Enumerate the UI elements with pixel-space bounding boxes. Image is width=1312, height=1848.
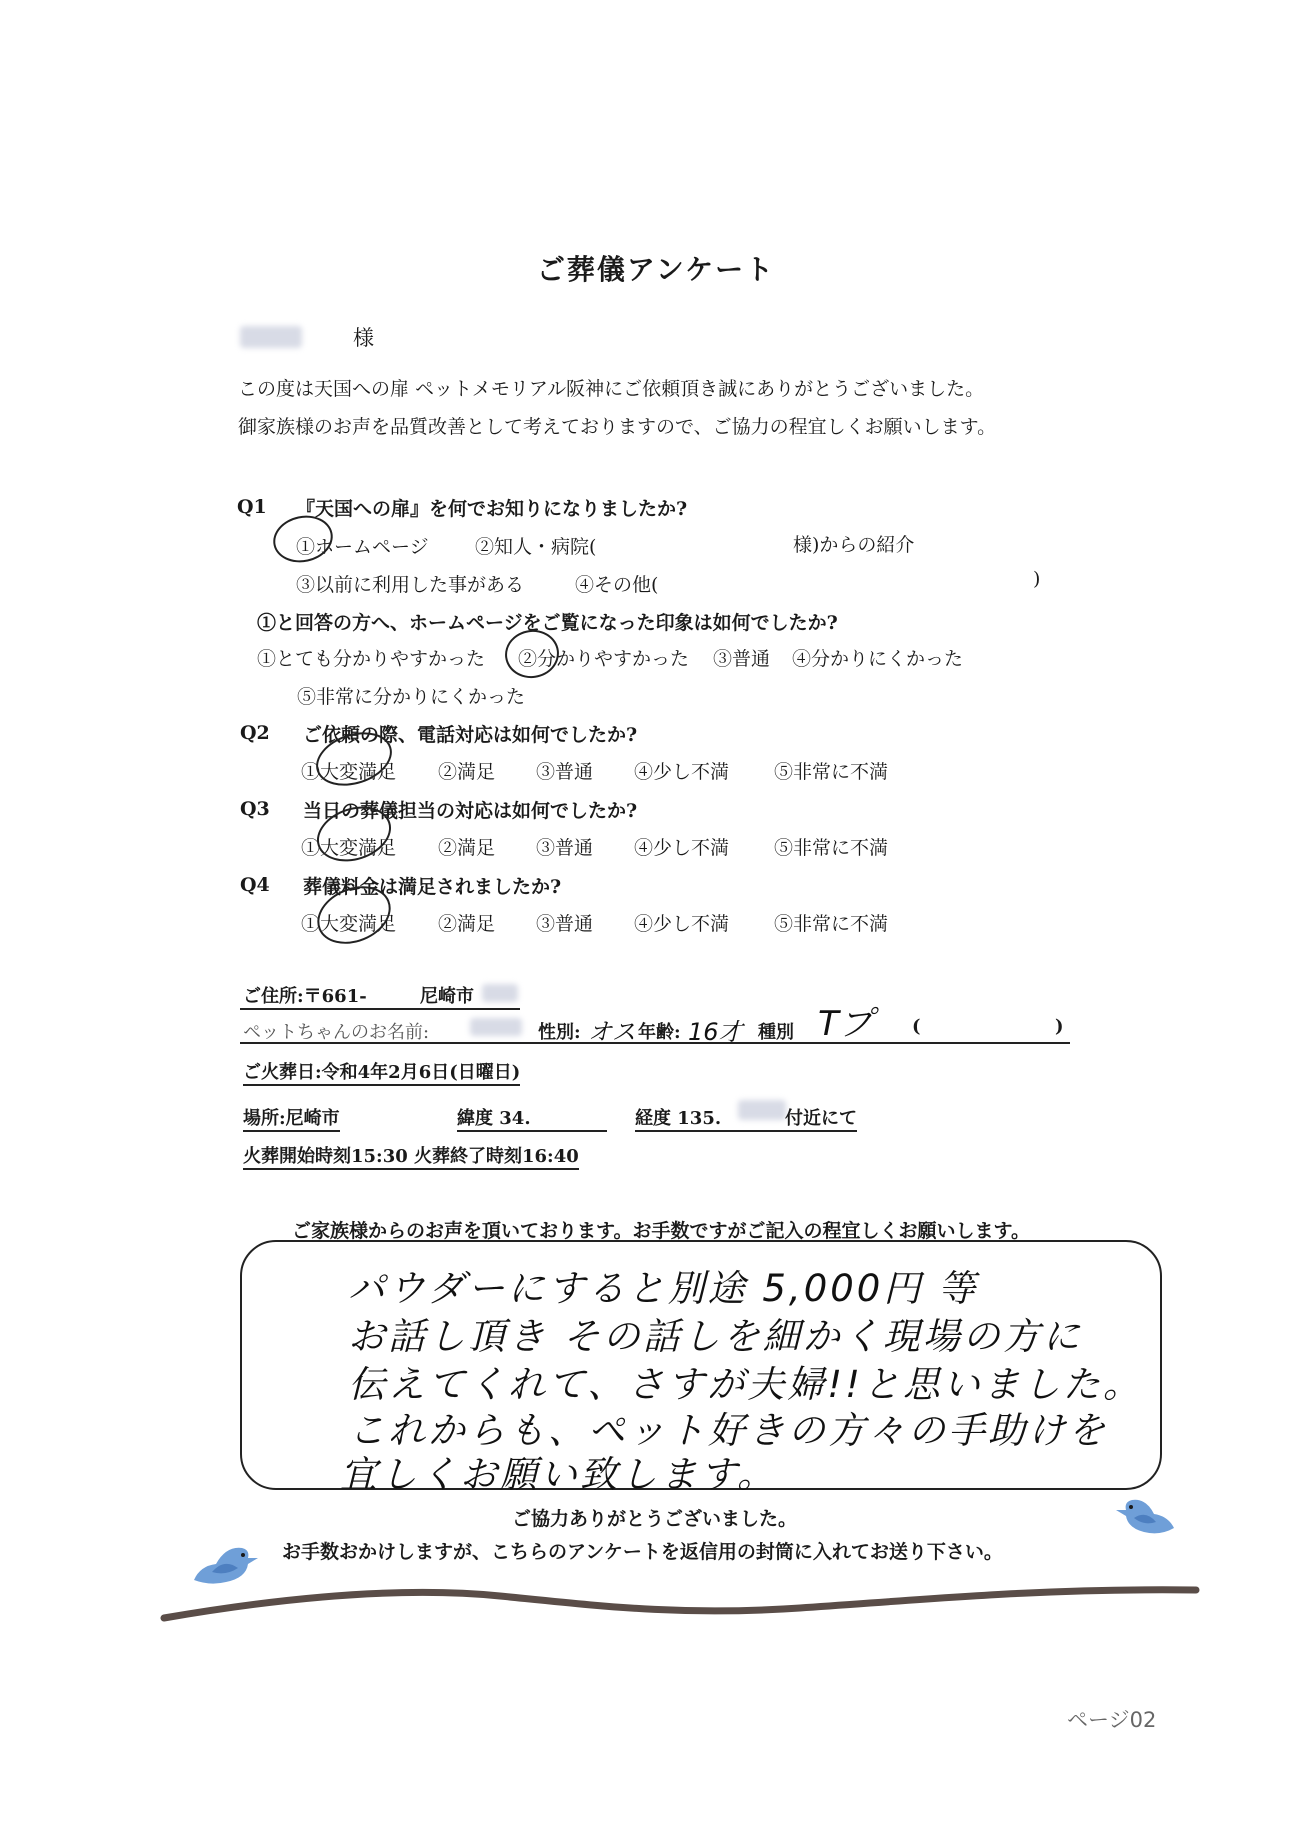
- longitude-redacted: [738, 1100, 786, 1120]
- kind-paren-open: (: [912, 1016, 921, 1037]
- q3-option-4: ④少し不満: [634, 837, 730, 859]
- comment-line-5: 宜しくお願い致します。: [340, 1453, 778, 1496]
- q1-option-previous-use: ③以前に利用した事がある: [296, 574, 525, 596]
- place-label: 場所:尼崎市: [243, 1104, 340, 1132]
- comment-line-4: これからも、ペット好きの方々の手助けを: [348, 1409, 1108, 1452]
- q3-option-3: ③普通: [536, 837, 594, 859]
- q3-number: Q3: [240, 798, 270, 820]
- q2-option-2: ②満足: [438, 761, 496, 783]
- intro-line-1: この度は天国への扉 ペットメモリアル阪神にご依頼頂き誠にありがとうございました。: [238, 378, 985, 400]
- kind-label: 種別: [758, 1022, 794, 1043]
- address-label: ご住所:〒661-: [243, 986, 367, 1007]
- q1-sub-option-1: ①とても分かりやすかった: [257, 648, 486, 670]
- q4-option-2: ②満足: [438, 913, 496, 935]
- q1-sub-question: ①と回答の方へ、ホームページをご覧になった印象は如何でしたか?: [257, 612, 838, 634]
- q1-option-referral: ②知人・病院(: [475, 536, 597, 558]
- q3-text: 当日の葬儀担当の対応は如何でしたか?: [303, 800, 638, 822]
- q4-option-1: ①大変満足: [301, 913, 397, 935]
- q1-sub-option-5: ⑤非常に分かりにくかった: [297, 686, 526, 708]
- pet-name-redacted: [470, 1018, 522, 1036]
- page-number: ページ02: [1067, 1708, 1157, 1732]
- kind-value: Tプ: [818, 1004, 873, 1044]
- q4-text: 葬儀料金は満足されましたか?: [303, 876, 562, 898]
- kind-paren-close: ): [1055, 1016, 1064, 1037]
- bird-right-icon: [1114, 1490, 1178, 1536]
- branch-decoration: [160, 1576, 1200, 1630]
- cremation-date: ご火葬日:令和4年2月6日(日曜日): [243, 1058, 520, 1086]
- q2-option-3: ③普通: [536, 761, 594, 783]
- q2-number: Q2: [240, 722, 270, 744]
- comments-heading: ご家族様からのお声を頂いております。お手数ですがご記入の程宜しくお願いします。: [292, 1220, 1030, 1242]
- sex-label: 性別:: [538, 1022, 581, 1043]
- comment-line-2: お話し頂き その話しを細かく現場の方に: [348, 1315, 1083, 1358]
- cremation-times: 火葬開始時刻15:30 火葬終了時刻16:40: [243, 1142, 579, 1170]
- address-redacted: [482, 984, 518, 1002]
- q3-option-1: ①大変満足: [301, 837, 397, 859]
- q1-number: Q1: [237, 496, 267, 518]
- q1-option-other: ④その他(: [575, 574, 659, 596]
- q1-sub-option-3: ③普通: [713, 648, 771, 670]
- thanks-message: ご協力ありがとうございました。: [512, 1508, 798, 1530]
- q2-option-4: ④少し不満: [634, 761, 730, 783]
- address-city: 尼崎市: [420, 986, 474, 1007]
- recipient-name-redacted: [240, 326, 302, 348]
- intro-line-2: 御家族様のお声を品質改善として考えておりますので、ご協力の程宜しくお願いします。: [238, 416, 997, 438]
- q3-option-5: ⑤非常に不満: [774, 837, 889, 859]
- longitude: 経度 135.: [635, 1104, 785, 1132]
- q1-option-homepage: ①ホームページ: [296, 536, 429, 558]
- salutation: 様: [353, 326, 374, 350]
- q4-number: Q4: [240, 874, 270, 896]
- latitude: 緯度 34.: [457, 1104, 607, 1132]
- nearby: 付近にて: [785, 1104, 857, 1132]
- q1-option-other-close: ): [1033, 568, 1041, 590]
- q4-option-3: ③普通: [536, 913, 594, 935]
- comment-line-1: パウダーにすると別途 5,000円 等: [348, 1267, 979, 1310]
- q4-option-4: ④少し不満: [634, 913, 730, 935]
- q2-option-5: ⑤非常に不満: [774, 761, 889, 783]
- q1-sub-option-2: ②分かりやすかった: [518, 648, 690, 670]
- q1-text: 『天国への扉』を何でお知りになりましたか?: [296, 498, 688, 520]
- q3-option-2: ②満足: [438, 837, 496, 859]
- pet-name-label: ペットちゃんのお名前:: [243, 1022, 430, 1043]
- comment-line-3: 伝えてくれて、さすが夫婦!!と思いました。: [348, 1363, 1143, 1406]
- q2-option-1: ①大変満足: [301, 761, 397, 783]
- sex-value: オス: [588, 1018, 636, 1046]
- q1-sub-option-4: ④分かりにくかった: [792, 648, 964, 670]
- age-value: 16才: [688, 1018, 743, 1046]
- age-label: 年齢:: [638, 1022, 681, 1043]
- q1-option-referral-tail: 様)からの紹介: [793, 534, 915, 556]
- return-note: お手数おかけしますが、こちらのアンケートを返信用の封筒に入れてお送り下さい。: [282, 1541, 1003, 1563]
- q4-option-5: ⑤非常に不満: [774, 913, 889, 935]
- page-title: ご葬儀アンケート: [536, 253, 776, 286]
- q2-text: ご依頼の際、電話対応は如何でしたか?: [303, 724, 638, 746]
